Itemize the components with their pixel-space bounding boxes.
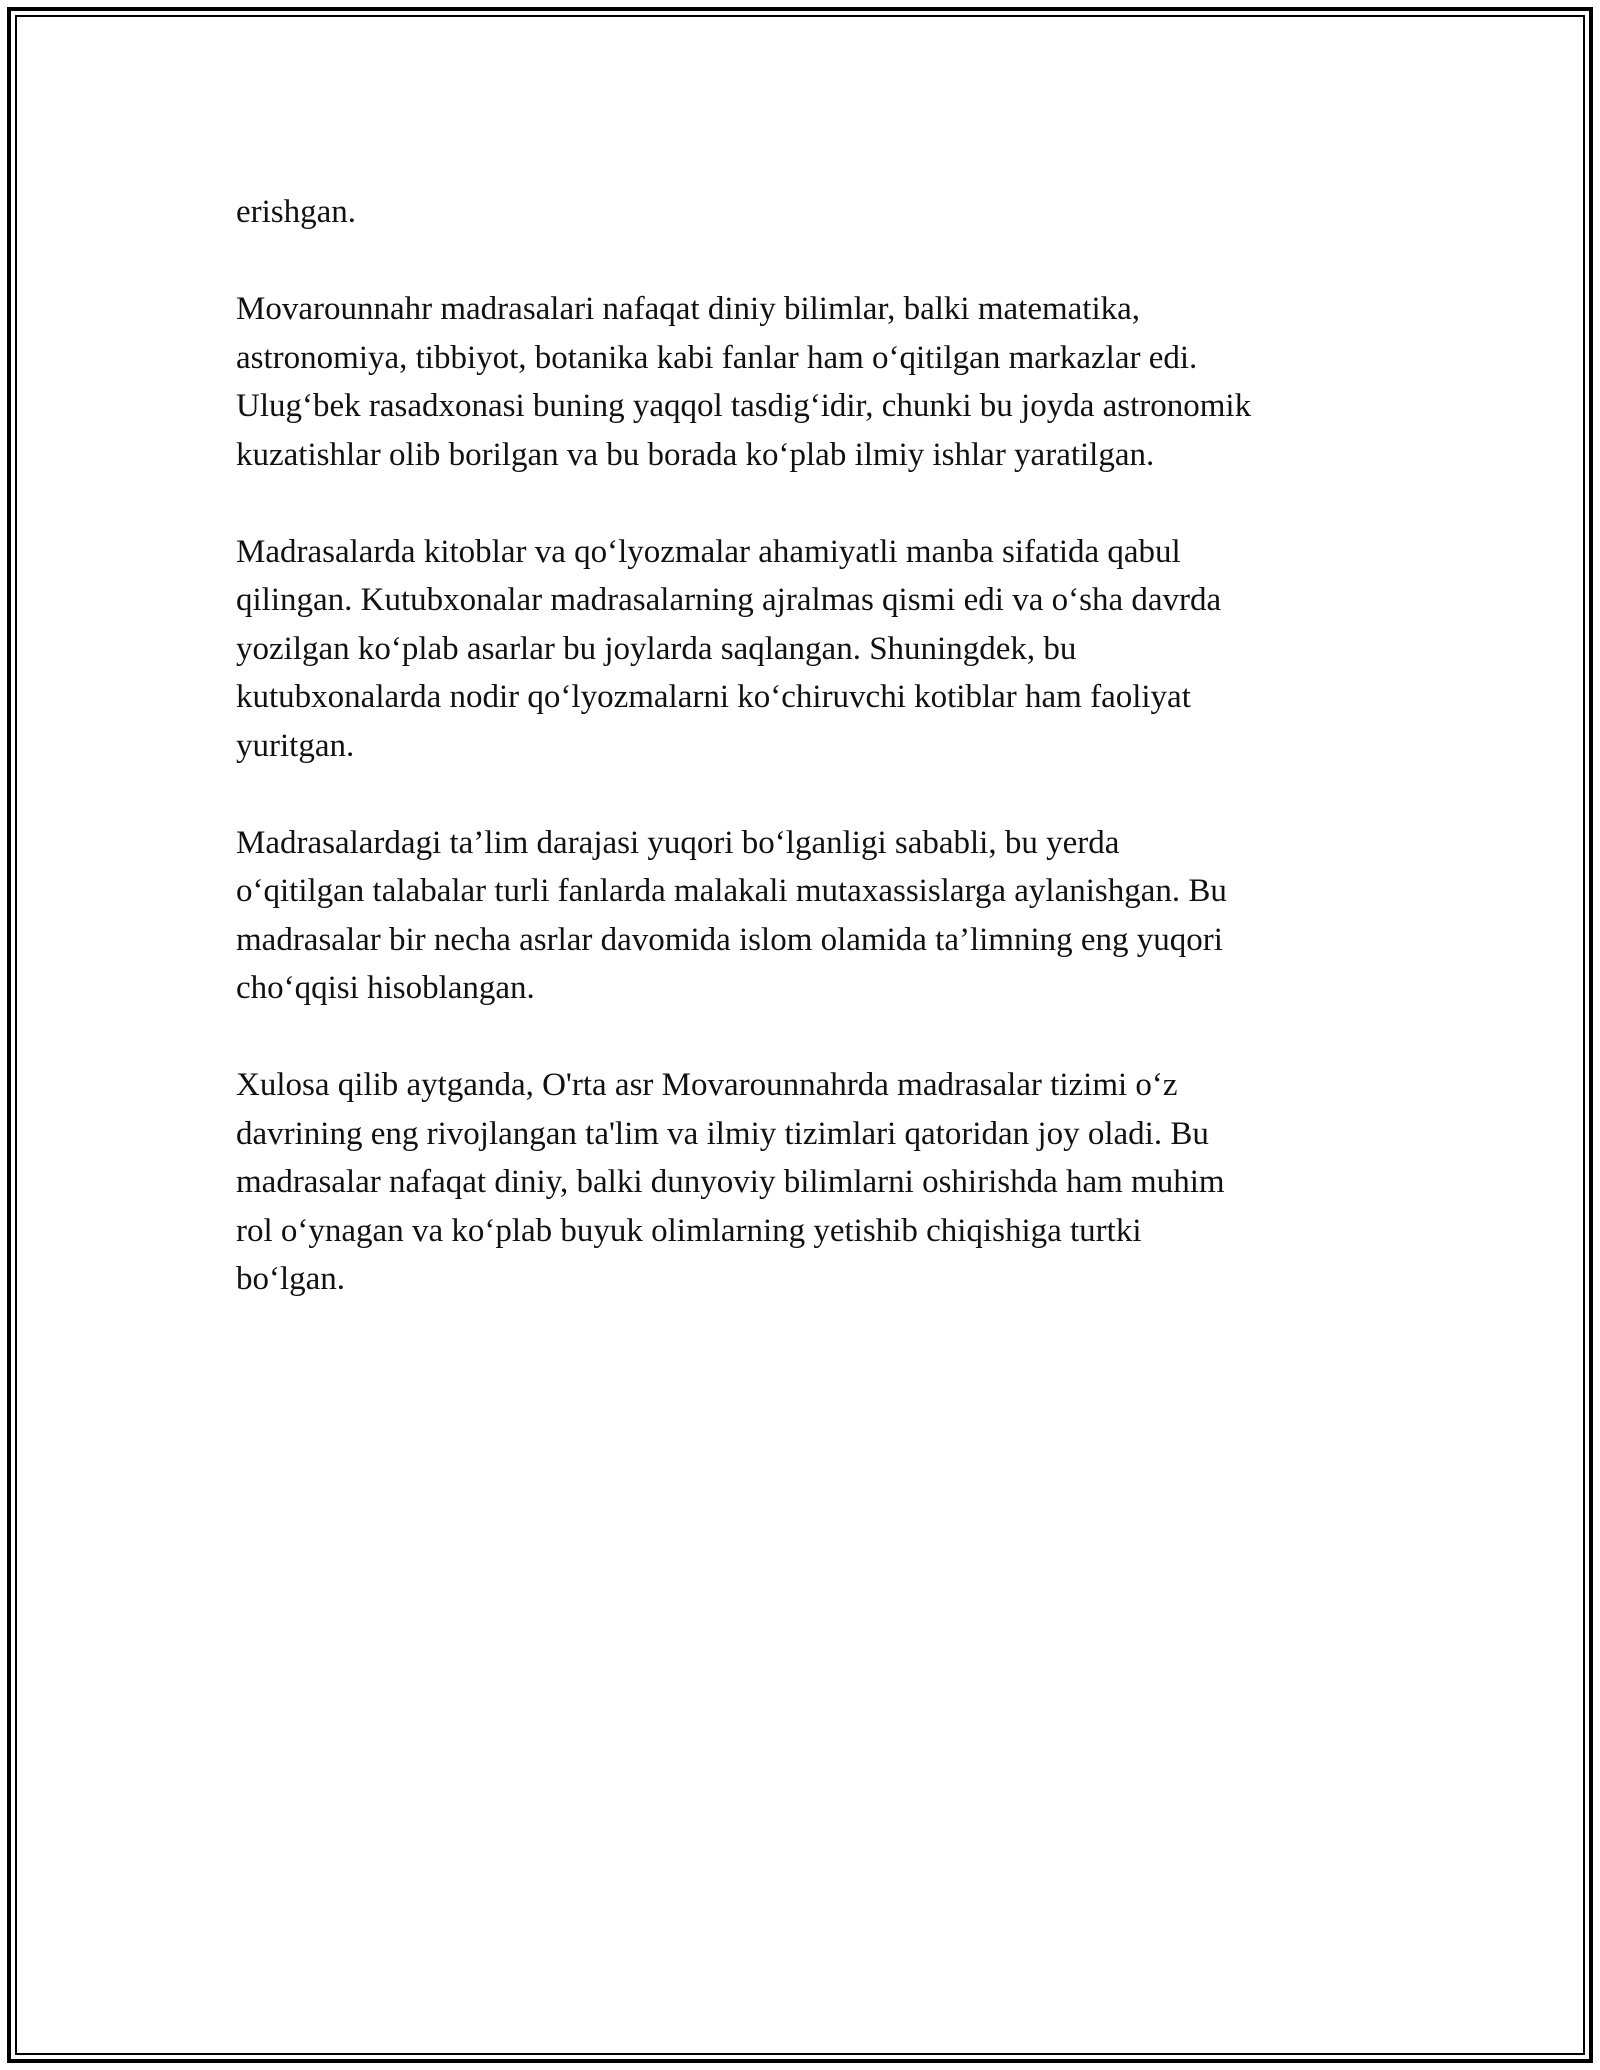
paragraph-libraries-manuscripts: Madrasalarda kitoblar va qo‘lyozmalar ahamiyatli manba sifatida qabul qilingan. Kutubxonalar madrasalarning ajralmas qismi edi va o‘sha davrda yozilgan ko‘plab asarlar bu joylarda saqlangan. Shuningdek, bu kutubxonalarda nodir qo‘lyozmalarni ko‘chiruvchi kotiblar ham faoliyat yuritgan. xyxy=(236,533,1222,764)
paragraph-conclusion: Xulosa qilib aytganda, O'rta asr Movarounnahrda madrasalar tizimi o‘z davrining eng rivojlangan ta'lim va ilmiy tizimlari qatoridan joy oladi. Bu madrasalar nafaqat diniy, balki dunyoviy bilimlarni oshirishda ham muhim rol o‘ynagan va ko‘plab buyuk olimlarning yetishib chiqishiga turtki bo‘lgan. xyxy=(236,1067,1225,1297)
paragraph-movarounnahr-madrasas: Movarounnahr madrasalari nafaqat diniy bilimlar, balki matematika, astronomiya, tibbiyot, botanika kabi fanlar ham o‘qitilgan markazlar edi. Ulug‘bek rasadxonasi buning yaqqol tasdig‘idir, chunki bu joyda astronomik kuzatishlar olib borilgan va bu borada ko‘plab ilmiy ishlar yaratilgan. xyxy=(236,291,1252,473)
document-body xyxy=(236,188,1376,1352)
paragraph-education-level: Madrasalardagi ta’lim darajasi yuqori bo‘lganligi sababli, bu yerda o‘qitilgan talabalar turli fanlarda malakali mutaxassislarga aylanishgan. Bu madrasalar bir necha asrlar davomida islom olamida ta’limning eng yuqori cho‘qqisi hisoblangan. xyxy=(236,824,1227,1006)
paragraph-continuation: erishgan. xyxy=(236,194,357,230)
